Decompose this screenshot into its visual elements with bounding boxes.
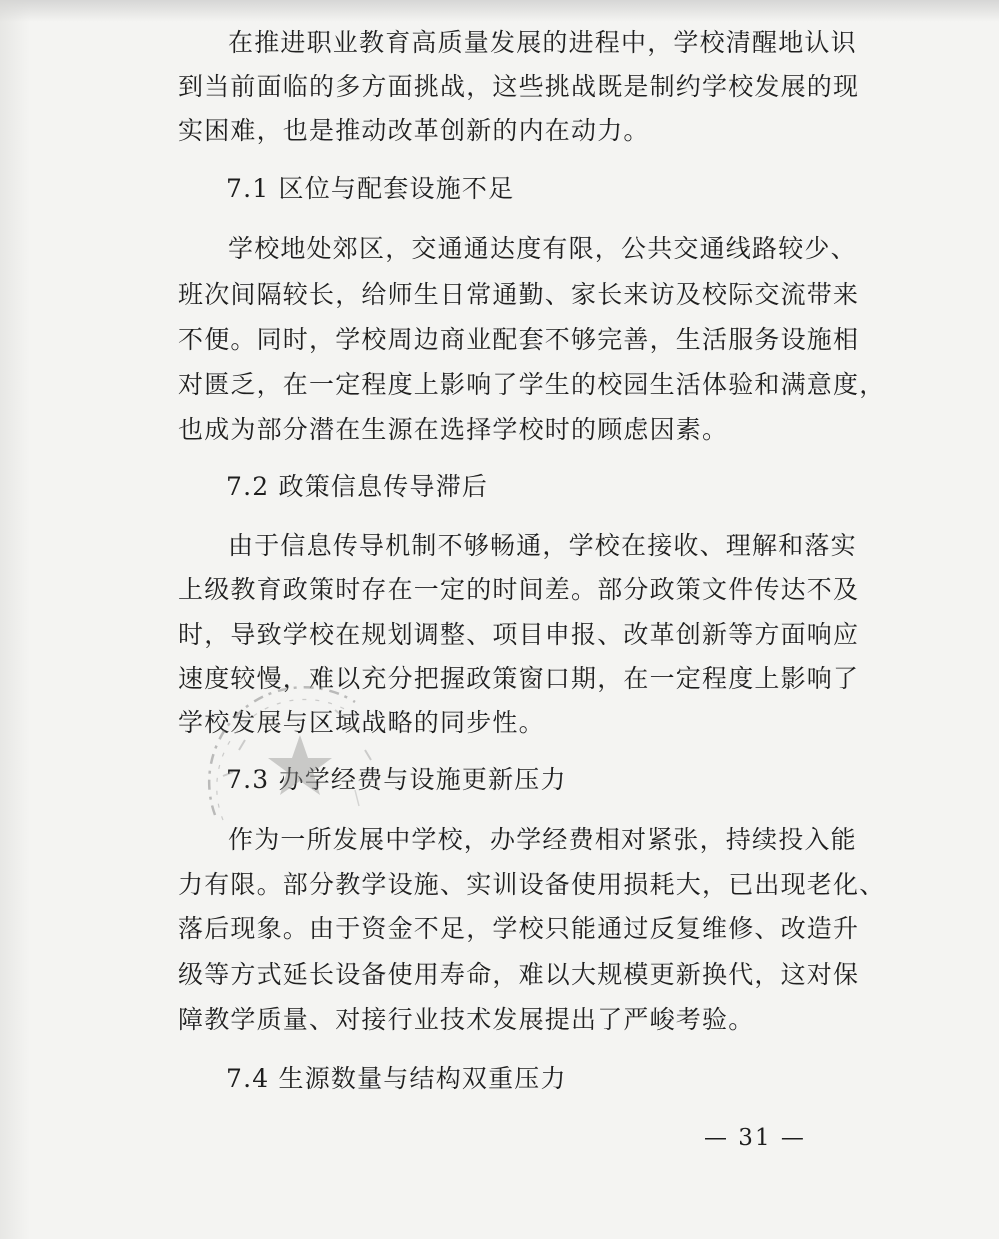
page-number: — 31 — xyxy=(704,1125,806,1151)
paragraph-line: 上级教育政策时存在一定的时间差。部分政策文件传达不及 xyxy=(178,575,860,604)
section-heading-7-2: 7.2 政策信息传导滞后 xyxy=(226,472,489,501)
paragraph-line: 对匮乏，在一定程度上影响了学生的校园生活体验和满意度， xyxy=(178,370,886,399)
paragraph-line: 由于信息传导机制不够畅通，学校在接收、理解和落实 xyxy=(228,531,857,560)
section-heading-7-3: 7.3 办学经费与设施更新压力 xyxy=(226,765,567,794)
paragraph-line: 学校地处郊区，交通通达度有限，公共交通线路较少、 xyxy=(228,234,857,263)
paragraph-line: 速度较慢，难以充分把握政策窗口期，在一定程度上影响了 xyxy=(178,664,860,693)
paragraph-line: 作为一所发展中学校，办学经费相对紧张，持续投入能 xyxy=(228,825,857,854)
paragraph-line: 时，导致学校在规划调整、项目申报、改革创新等方面响应 xyxy=(178,620,860,649)
paragraph-line: 也成为部分潜在生源在选择学校时的顾虑因素。 xyxy=(178,415,729,444)
section-heading-7-1: 7.1 区位与配套设施不足 xyxy=(226,174,515,203)
paragraph-line: 在推进职业教育高质量发展的进程中，学校清醒地认识 xyxy=(228,28,857,57)
paragraph-line: 到当前面临的多方面挑战，这些挑战既是制约学校发展的现 xyxy=(178,72,860,101)
paragraph-line: 力有限。部分教学设施、实训设备使用损耗大，已出现老化、 xyxy=(178,870,886,899)
paragraph-line: 学校发展与区域战略的同步性。 xyxy=(178,708,545,737)
paragraph-line: 障教学质量、对接行业技术发展提出了严峻考验。 xyxy=(178,1005,755,1034)
paragraph-line: 落后现象。由于资金不足，学校只能通过反复维修、改造升 xyxy=(178,914,860,943)
paragraph-line: 实困难，也是推动改革创新的内在动力。 xyxy=(178,116,650,145)
paragraph-line: 班次间隔较长，给师生日常通勤、家长来访及校际交流带来 xyxy=(178,280,860,309)
paragraph-line: 不便。同时，学校周边商业配套不够完善，生活服务设施相 xyxy=(178,325,860,354)
official-seal-stamp xyxy=(205,680,395,830)
section-heading-7-4: 7.4 生源数量与结构双重压力 xyxy=(226,1064,567,1093)
paragraph-line: 级等方式延长设备使用寿命，难以大规模更新换代，这对保 xyxy=(178,960,860,989)
